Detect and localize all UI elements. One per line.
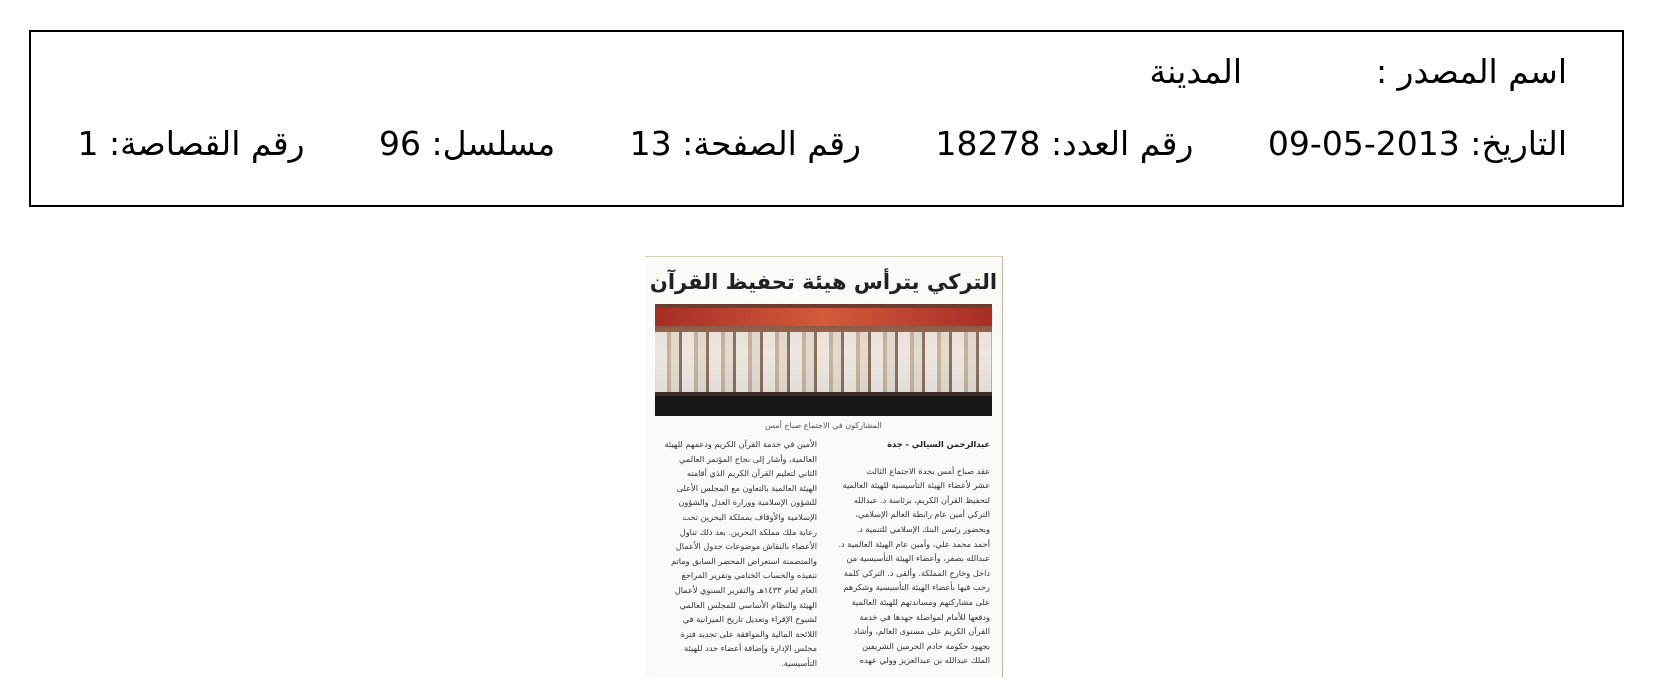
article-line: الهيئة العالمية بالتعاون مع المجلس الأعلى — [676, 482, 817, 493]
photo-caption: المشاركون في الاجتماع صباح أمس — [765, 421, 882, 430]
article-line: العالمية، وأشار إلى نجاح المؤتمر العالمي — [679, 453, 817, 464]
photo-banner — [655, 308, 992, 326]
article-line: لشيوخ الإقراء وتعديل تاريخ الميزانية في — [682, 614, 817, 625]
source-metadata-box — [29, 30, 1624, 207]
article-line: التركي أمين عام رابطة العالم الإسلامي، — [855, 509, 990, 520]
article-column-right — [828, 437, 990, 668]
article-line: عشر لأعضاء الهيئة التأسيسية للهيئة العالمية — [842, 480, 990, 491]
article-line: تنفيذه والحساب الختامي وتقرير المراجع — [681, 570, 817, 581]
article-line: رعاية ملك مملكة البحرين. بعد ذلك تناول — [679, 526, 817, 537]
serial-field — [379, 124, 555, 163]
newspaper-clipping — [645, 256, 1003, 677]
photo-table — [655, 396, 992, 416]
article-byline: عبدالرحمن السيالي - جدة — [887, 439, 990, 449]
article-line: الهيئة والنظام الأساسي للمجلس العالمي — [679, 599, 817, 610]
date-field — [1268, 124, 1567, 163]
article-line: الثاني لتعليم القرآن الكريم الذي أقامته — [686, 468, 817, 479]
article-line: العام لعام ١٤٣٣هـ والتقرير السنوي لأعمال — [674, 584, 817, 595]
article-line: عبدالله بصفر، وأعضاء الهيئة التأسيسية من — [846, 553, 990, 564]
article-headline: التركي يترأس هيئة تحفيظ القرآن — [649, 270, 998, 294]
article-line: على مشاركتهم ومساندتهم للهيئة العالمية — [851, 596, 990, 607]
article-line: اللائحة المالية والموافقة على تجديد فترة — [680, 628, 817, 639]
issue-label: رقم العدد: — [1050, 124, 1194, 163]
issue-value: 18278 — [935, 124, 1041, 163]
article-line: الأمين في خدمة القرآن الكريم ودعمهم للهيئة — [664, 439, 817, 449]
clip-number-field — [77, 124, 304, 163]
clip-number-value: 1 — [77, 124, 99, 163]
source-label: اسم المصدر : — [1375, 52, 1567, 91]
article-column-left — [655, 437, 817, 671]
serial-value: 96 — [379, 124, 422, 163]
article-line: والمتضمنة استعراض المحضر السابق وماتم — [671, 555, 817, 566]
article-line: لتحفيظ القرآن الكريم، برئاسة د. عبدالله — [853, 494, 990, 505]
article-line: القرآن الكريم على مستوى العالم، وأشاد — [853, 626, 990, 637]
date-value: 2013-05-09 — [1267, 124, 1460, 163]
article-line: أحمد محمد علي، وأمين عام الهيئة العالمية د. — [838, 538, 990, 549]
issue-field — [935, 124, 1193, 163]
article-line: عقد صباح أمس بجدة الاجتماع الثالث — [866, 465, 990, 476]
date-label: التاريخ: — [1470, 124, 1567, 163]
details-row — [77, 124, 1567, 163]
article-line: التأسيسية. — [781, 657, 817, 668]
article-line: ودفعها للأمام لمواصلة جهدها في خدمة — [859, 611, 990, 622]
page-label: رقم الصفحة: — [682, 124, 861, 163]
serial-label: مسلسل: — [431, 124, 556, 163]
article-photo — [655, 304, 992, 416]
article-line: الملك عبدالله بن عبدالعزيز وولي عهده — [859, 655, 990, 666]
article-line: الأعضاء بالنقاش موضوعات جدول الأعمال — [675, 541, 817, 552]
page-value: 13 — [629, 124, 672, 163]
source-value: المدينة — [1149, 52, 1242, 91]
article-line: بجهود حكومة خادم الحرمين الشريفين — [862, 640, 990, 651]
article-line: للشؤون الإسلامية ووزارة العدل والشؤون — [678, 497, 817, 508]
article-line: الإسلامية والأوقاف بمملكة البحرين تحت — [682, 511, 817, 522]
article-line: وبحضور رئيس البنك الإسلامي للتنمية د. — [856, 523, 990, 534]
article-line: رحب فيها بأعضاء الهيئة التأسيسية وشكرهم — [843, 582, 990, 593]
article-line: مجلس الإدارة وإضافة أعضاء جدد للهيئة — [684, 643, 817, 654]
clip-number-label: رقم القصاصة: — [108, 124, 305, 163]
page-field — [630, 124, 861, 163]
article-line: داخل وخارج المملكة. وألقى د. التركي كلمة — [843, 567, 990, 578]
source-row — [1149, 52, 1567, 91]
photo-participants — [655, 332, 992, 392]
